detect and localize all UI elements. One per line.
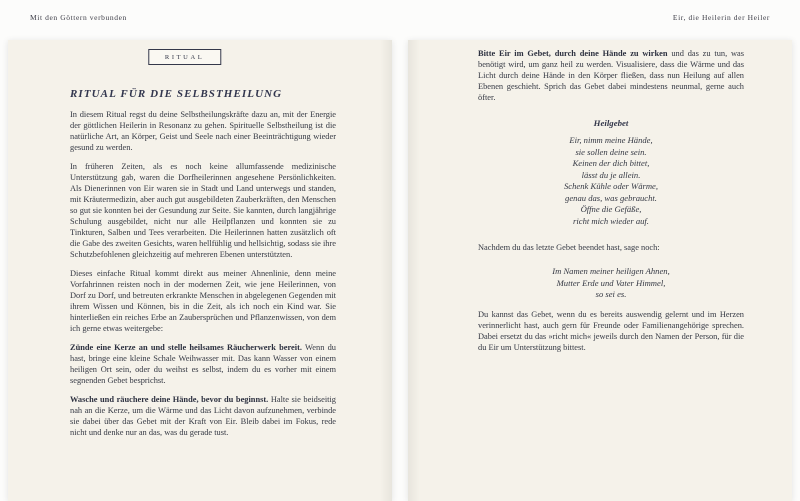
- paragraph-step-hands: [70, 394, 336, 438]
- paragraph-ancestry: [70, 268, 336, 334]
- paragraph-history: [70, 161, 336, 260]
- paragraph-text: Du kannst das Gebet, wenn du es bereits auswendig gelernt und im Herzen verinnerlicht hast, auch gern für Freunde oder Familienangehörige sprechen. Dabei ersetzt du das »richt mich« jeweils durch den Namen der Person, für die du Eir um Unterstützung bittest.: [478, 309, 744, 352]
- prayer-line: Schenk Kühle oder Wärme,: [563, 181, 659, 191]
- running-head-right: Eir, die Heilerin der Heiler: [672, 13, 770, 22]
- left-page-content: [70, 40, 336, 438]
- prayer-line: lässt du je allein.: [581, 169, 641, 180]
- prayer-line: Öffne die Gefäße,: [580, 204, 642, 214]
- invocation-block: [478, 266, 744, 301]
- page-right: [408, 40, 792, 501]
- after-prayer-instruction: Nachdem du das letzte Gebet beendet hast, sage noch:: [478, 243, 660, 252]
- prayer-line: Keinen der dich bittet,: [572, 158, 650, 168]
- prayer-line: sie sollen deine sein.: [575, 146, 647, 157]
- paragraph-step-candle: [70, 342, 336, 386]
- paragraph-text: und das zu tun, was benötigt wird, um ganz heil zu werden. Visualisiere, dass die Wärme und das Licht durch deine Hände in den Körper fließen, dass nun Heilung auf allen Ebenen geschieht. Sprich das Gebet dabei mindestens neunmal, gerne auch öfter.: [478, 49, 745, 102]
- chapter-title: RITUAL FÜR DIE SELBSTHEILUNG: [70, 88, 283, 100]
- paragraph-lead: Zünde eine Kerze an und stelle heilsames Räucherwerk bereit.: [70, 343, 302, 352]
- prayer-line: genau das, was gebraucht.: [565, 192, 657, 203]
- paragraph-text: In diesem Ritual regst du deine Selbstheilungskräfte dazu an, mit der Energie der göttlichen Heilerin in Resonanz zu gehen. Spirituelle Selbstheilung ist die natürliche Art, an Körper, Geist und Seele nach einer Beeinträchtigung wieder gesund zu werden.: [70, 110, 336, 152]
- running-head-left: Mit den Göttern verbunden: [30, 13, 127, 22]
- invocation-line: Mutter Erde und Vater Himmel,: [556, 277, 666, 288]
- paragraph-intro: [70, 109, 336, 153]
- paragraph-text: Dieses einfache Ritual kommt direkt aus meiner Ahnenlinie, denn meine Vorfahrinnen reisten noch in der modernen Zeit, wie jene Heilerinnen, von Dorf zu Dorf, und betreuten erkrankte Menschen in abgelegenen Gegenden mit ihrem Wissen und Können, bis in die Zeit, als ich noch ein Kind war. Sie hinterließen ein reiches Erbe an Zaubersprüchen und Pflanzenwissen, von dem ich gerne etwas weitergebe:: [70, 269, 336, 333]
- paragraph-text: In früheren Zeiten, als es noch keine allumfassende medizinische Unterstützung gab, waren die Dorfheilerinnen angesehene Persönlichkeiten. Als Dienerinnen von Eir waren sie in Stadt und Land unterwegs und standen, mit Kräutermedizin, aber auch gut ausgebildeten Zauberkräften, den Menschen so gut sie konnten bei der Gesundung zur Seite. Sie kannten, durch langjährige Schulung ausgebildet, nicht nur alle Heilpflanzen und konnten sie zu Tinkturen, Salben und Tees verarbeiten. Die Heilerinnen hatten zusätzlich oft die Gabe des zweiten Gesichts, waren hellfühlig und hellsichtig, sodass sie ihre Schutzbefohlenen gleichzeitig auf mehreren Ebenen unterstützten.: [70, 162, 336, 259]
- prayer-block: [478, 135, 744, 227]
- invocation-line: so sei es.: [595, 289, 627, 299]
- invocation-line: Im Namen meiner heiligen Ahnen,: [552, 266, 670, 276]
- prayer-title: Heilgebet: [593, 118, 629, 128]
- paragraph-text: Wenn du hast, bringe eine kleine Schale Weihwasser mit. Das kann Wasser von einem heiligen Ort sein, oder du weihst es selbst, indem du es vorher mit einem segnenden Gebet besprichst.: [70, 343, 336, 385]
- paragraph-closing: [478, 309, 744, 353]
- paragraph-step-pray: [478, 48, 744, 103]
- prayer-line: Eir, nimm meine Hände,: [569, 135, 653, 145]
- paragraph-lead: Bitte Eir im Gebet, durch deine Hände zu wirken: [478, 49, 668, 58]
- paragraph-text: Halte sie beidseitig nah an die Kerze, um die Wärme und das Licht davon aufzunehmen, verbinde sie dabei über das Gebet mit der Kraft von Eir. Bleib dabei im Fokus, rede nicht und denke nur an das, was du gerade tust.: [70, 395, 336, 437]
- prayer-line: richt mich wieder auf.: [573, 215, 649, 226]
- paragraph-lead: Wasche und räuchere deine Hände, bevor du beginnst.: [70, 395, 269, 404]
- right-page-content: [478, 48, 744, 353]
- page-left: [8, 40, 392, 501]
- section-tab-ritual: RITUAL: [148, 49, 221, 65]
